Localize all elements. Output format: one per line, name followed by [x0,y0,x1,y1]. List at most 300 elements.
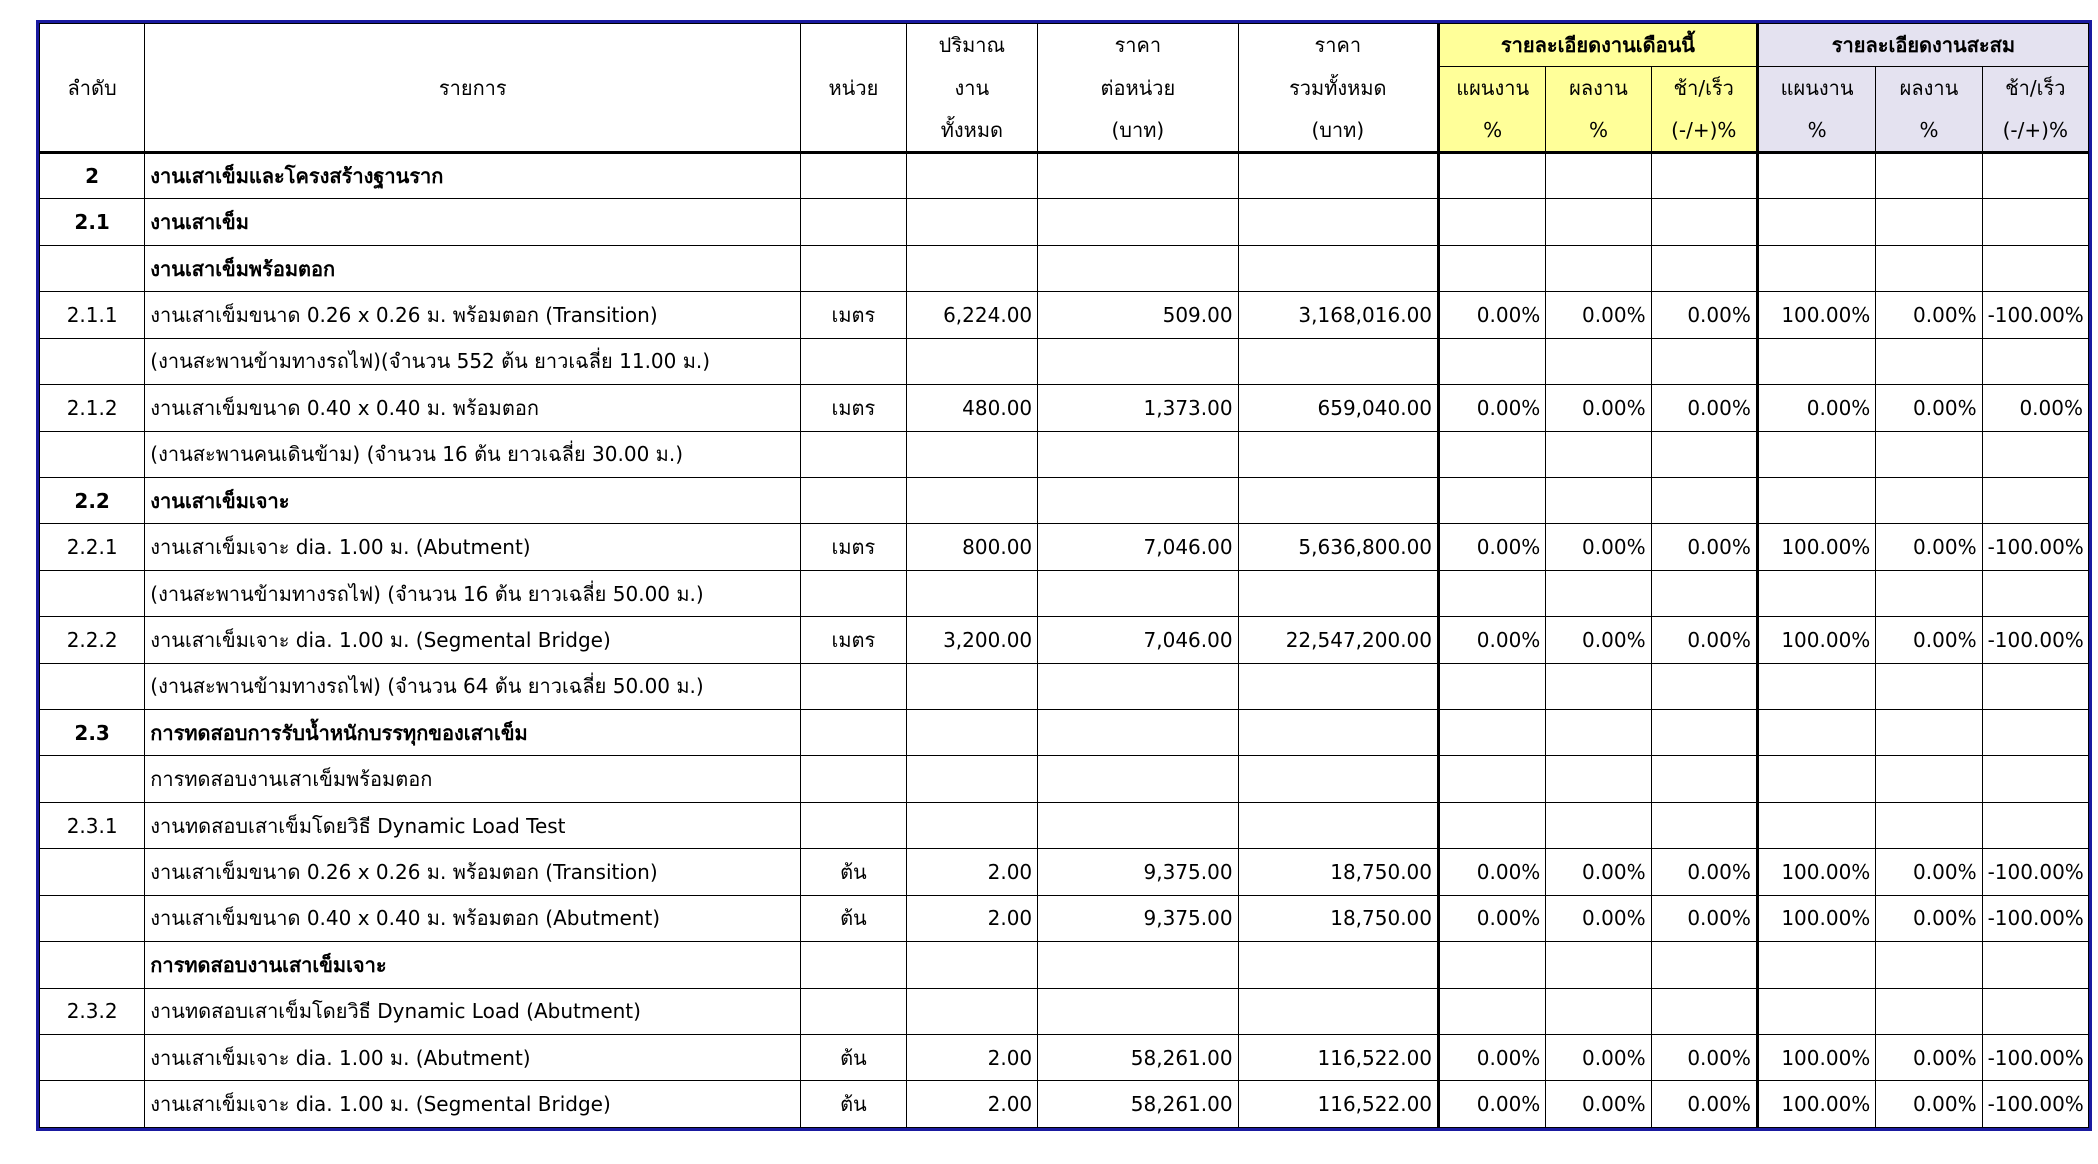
cell-total [1238,663,1438,709]
progress-table [39,23,2089,1128]
cell-cum-plan: 100.00% [1757,1081,1875,1128]
cell-total [1238,710,1438,756]
cell-month-result [1546,942,1651,988]
cell-cum-result [1876,710,1982,756]
table-row [40,663,2089,709]
table-row [40,756,2089,802]
cell-cum-plan [1757,942,1875,988]
cell-unit-price [1038,710,1238,756]
header-month-diff-pct: (-/+)% [1651,110,1757,153]
cell-seq: 2.2.1 [40,524,145,570]
cell-item: งานเสาเข็มขนาด 0.26 x 0.26 ม. พร้อมตอก (Transition) [145,849,801,895]
cell-cum-plan [1757,802,1875,848]
cell-month-plan [1439,153,1546,199]
cell-month-plan [1439,942,1546,988]
cell-item: งานเสาเข็มขนาด 0.40 x 0.40 ม. พร้อมตอก (Abutment) [145,895,801,941]
cell-unit-price: 58,261.00 [1038,1035,1238,1081]
cell-total: 5,636,800.00 [1238,524,1438,570]
cell-unit: เมตร [801,385,906,431]
header-month-result: ผลงาน [1546,67,1651,110]
cell-cum-result [1876,756,1982,802]
table-row [40,338,2089,384]
cell-seq: 2.3.1 [40,802,145,848]
table-row [40,710,2089,756]
cell-qty [906,710,1038,756]
cell-item: การทดสอบงานเสาเข็มพร้อมตอก [145,756,801,802]
cell-item: งานเสาเข็มขนาด 0.40 x 0.40 ม. พร้อมตอก [145,385,801,431]
header-item: รายการ [145,24,801,153]
cell-unit-price [1038,153,1238,199]
cell-cum-result: 0.00% [1876,292,1982,338]
cell-cum-diff: -100.00% [1982,617,2088,663]
cell-cum-result: 0.00% [1876,1081,1982,1128]
cell-unit [801,199,906,245]
header-unit: หน่วย [801,24,906,153]
cell-cum-diff [1982,338,2088,384]
cell-cum-diff [1982,570,2088,616]
cell-item: งานเสาเข็มเจาะ dia. 1.00 ม. (Abutment) [145,1035,801,1081]
cell-item: งานทดสอบเสาเข็มโดยวิธี Dynamic Load (Abutment) [145,988,801,1034]
cell-qty: 2.00 [906,1035,1038,1081]
cell-month-diff [1651,153,1757,199]
cell-month-plan: 0.00% [1439,385,1546,431]
cell-unit [801,153,906,199]
progress-report-sheet [36,20,2092,1131]
cell-unit-price: 1,373.00 [1038,385,1238,431]
cell-unit-price: 9,375.00 [1038,849,1238,895]
cell-month-result: 0.00% [1546,1081,1651,1128]
cell-month-result: 0.00% [1546,617,1651,663]
cell-unit [801,570,906,616]
cell-cum-plan: 100.00% [1757,524,1875,570]
cell-unit-price [1038,199,1238,245]
cell-seq [40,663,145,709]
cell-month-diff [1651,663,1757,709]
cell-total: 22,547,200.00 [1238,617,1438,663]
header-cumulative-group: รายละเอียดงานสะสม [1757,24,2088,67]
header-qty-line2: งาน [906,67,1038,110]
cell-month-plan [1439,988,1546,1034]
cell-seq [40,570,145,616]
cell-cum-diff: -100.00% [1982,1035,2088,1081]
table-row [40,802,2089,848]
cell-month-result [1546,802,1651,848]
cell-seq [40,245,145,291]
cell-cum-result [1876,338,1982,384]
cell-cum-plan [1757,338,1875,384]
cell-unit [801,942,906,988]
cell-unit-price: 509.00 [1038,292,1238,338]
cell-item: การทดสอบงานเสาเข็มเจาะ [145,942,801,988]
cell-month-result: 0.00% [1546,292,1651,338]
cell-seq [40,756,145,802]
cell-month-plan [1439,245,1546,291]
cell-cum-plan [1757,663,1875,709]
header-total-line3: (บาท) [1238,110,1438,153]
cell-qty: 2.00 [906,895,1038,941]
cell-month-diff [1651,942,1757,988]
cell-cum-diff [1982,153,2088,199]
cell-month-diff: 0.00% [1651,849,1757,895]
header-seq: ลำดับ [40,24,145,153]
cell-unit: เมตร [801,617,906,663]
cell-cum-diff [1982,942,2088,988]
cell-month-result: 0.00% [1546,385,1651,431]
cell-item: งานเสาเข็มและโครงสร้างฐานราก [145,153,801,199]
cell-qty [906,477,1038,523]
cell-month-result [1546,710,1651,756]
cell-month-diff [1651,570,1757,616]
cell-qty: 3,200.00 [906,617,1038,663]
cell-seq: 2.1 [40,199,145,245]
cell-month-diff [1651,477,1757,523]
cell-seq: 2.3.2 [40,988,145,1034]
cell-cum-diff [1982,431,2088,477]
header-total-line1: ราคา [1238,24,1438,67]
table-row [40,942,2089,988]
cell-month-result [1546,199,1651,245]
cell-qty [906,431,1038,477]
cell-cum-plan [1757,477,1875,523]
cell-month-plan [1439,570,1546,616]
cell-cum-plan [1757,245,1875,291]
cell-unit-price [1038,338,1238,384]
cell-qty: 800.00 [906,524,1038,570]
table-row [40,570,2089,616]
cell-unit-price: 7,046.00 [1038,524,1238,570]
cell-item: งานเสาเข็มพร้อมตอก [145,245,801,291]
cell-month-plan: 0.00% [1439,1035,1546,1081]
cell-seq: 2.1.2 [40,385,145,431]
cell-total [1238,153,1438,199]
cell-cum-result [1876,663,1982,709]
cell-month-plan [1439,338,1546,384]
cell-cum-diff: -100.00% [1982,849,2088,895]
cell-month-plan [1439,802,1546,848]
cell-month-plan [1439,477,1546,523]
cell-month-plan [1439,431,1546,477]
cell-cum-diff: -100.00% [1982,1081,2088,1128]
cell-cum-result: 0.00% [1876,895,1982,941]
cell-month-diff: 0.00% [1651,292,1757,338]
cell-cum-diff [1982,477,2088,523]
header-cum-diff: ช้า/เร็ว [1982,67,2088,110]
cell-unit [801,988,906,1034]
cell-cum-result [1876,942,1982,988]
cell-item: (งานสะพานข้ามทางรถไฟ)(จำนวน 552 ต้น ยาวเฉลี่ย 11.00 ม.) [145,338,801,384]
table-row [40,431,2089,477]
cell-cum-result [1876,245,1982,291]
cell-qty [906,338,1038,384]
table-row [40,1035,2089,1081]
cell-qty [906,570,1038,616]
cell-cum-result [1876,570,1982,616]
cell-month-diff [1651,199,1757,245]
cell-item: งานทดสอบเสาเข็มโดยวิธี Dynamic Load Test [145,802,801,848]
cell-total [1238,988,1438,1034]
cell-qty: 480.00 [906,385,1038,431]
cell-item: งานเสาเข็มเจาะ dia. 1.00 ม. (Segmental Bridge) [145,1081,801,1128]
cell-month-diff: 0.00% [1651,385,1757,431]
cell-month-diff [1651,431,1757,477]
cell-month-result [1546,477,1651,523]
cell-unit: ต้น [801,1035,906,1081]
cell-month-diff [1651,988,1757,1034]
cell-cum-plan [1757,153,1875,199]
cell-seq: 2 [40,153,145,199]
cell-qty: 6,224.00 [906,292,1038,338]
cell-total: 18,750.00 [1238,849,1438,895]
cell-qty [906,245,1038,291]
header-total-line2: รวมทั้งหมด [1238,67,1438,110]
cell-cum-result [1876,477,1982,523]
cell-unit [801,477,906,523]
cell-month-plan [1439,756,1546,802]
cell-unit-price: 7,046.00 [1038,617,1238,663]
cell-seq [40,1081,145,1128]
table-row [40,1081,2089,1128]
cell-unit-price [1038,942,1238,988]
cell-qty [906,988,1038,1034]
cell-cum-plan: 0.00% [1757,385,1875,431]
cell-unit: เมตร [801,292,906,338]
cell-month-plan [1439,710,1546,756]
cell-month-plan: 0.00% [1439,849,1546,895]
cell-cum-result: 0.00% [1876,524,1982,570]
cell-item: งานเสาเข็มเจาะ dia. 1.00 ม. (Segmental Bridge) [145,617,801,663]
cell-total: 116,522.00 [1238,1035,1438,1081]
cell-month-result [1546,756,1651,802]
cell-unit-price [1038,570,1238,616]
table-row [40,153,2089,199]
cell-month-result [1546,431,1651,477]
cell-item: (งานสะพานคนเดินข้าม) (จำนวน 16 ต้น ยาวเฉลี่ย 30.00 ม.) [145,431,801,477]
header-month-group: รายละเอียดงานเดือนนี้ [1439,24,1758,67]
cell-cum-diff: 0.00% [1982,385,2088,431]
cell-cum-diff: -100.00% [1982,292,2088,338]
cell-month-result [1546,338,1651,384]
cell-month-result: 0.00% [1546,849,1651,895]
cell-unit-price [1038,431,1238,477]
cell-cum-plan: 100.00% [1757,292,1875,338]
table-row [40,524,2089,570]
header-unit-price-line3: (บาท) [1038,110,1238,153]
cell-cum-plan: 100.00% [1757,895,1875,941]
header-cum-result: ผลงาน [1876,67,1982,110]
cell-cum-diff: -100.00% [1982,524,2088,570]
cell-cum-plan: 100.00% [1757,849,1875,895]
cell-item: (งานสะพานข้ามทางรถไฟ) (จำนวน 64 ต้น ยาวเฉลี่ย 50.00 ม.) [145,663,801,709]
cell-total [1238,431,1438,477]
cell-qty [906,199,1038,245]
cell-unit-price [1038,802,1238,848]
header-month-result-pct: % [1546,110,1651,153]
cell-cum-diff [1982,245,2088,291]
cell-cum-result [1876,199,1982,245]
cell-total: 116,522.00 [1238,1081,1438,1128]
cell-month-diff: 0.00% [1651,1035,1757,1081]
cell-cum-diff [1982,988,2088,1034]
cell-cum-result: 0.00% [1876,849,1982,895]
cell-unit [801,756,906,802]
header-qty-line1: ปริมาณ [906,24,1038,67]
cell-month-plan: 0.00% [1439,1081,1546,1128]
cell-month-result [1546,663,1651,709]
cell-qty [906,756,1038,802]
cell-unit-price: 9,375.00 [1038,895,1238,941]
cell-total [1238,338,1438,384]
header-cum-result-pct: % [1876,110,1982,153]
cell-qty [906,663,1038,709]
cell-total [1238,802,1438,848]
cell-total: 3,168,016.00 [1238,292,1438,338]
cell-cum-diff: -100.00% [1982,895,2088,941]
cell-month-diff: 0.00% [1651,1081,1757,1128]
cell-cum-diff [1982,199,2088,245]
cell-item: งานเสาเข็มเจาะ [145,477,801,523]
cell-total [1238,477,1438,523]
cell-month-diff: 0.00% [1651,524,1757,570]
cell-month-diff [1651,710,1757,756]
cell-seq: 2.3 [40,710,145,756]
cell-item: การทดสอบการรับน้ำหนักบรรทุกของเสาเข็ม [145,710,801,756]
cell-unit-price [1038,988,1238,1034]
cell-month-diff: 0.00% [1651,895,1757,941]
table-row [40,988,2089,1034]
cell-qty: 2.00 [906,849,1038,895]
header-qty-line3: ทั้งหมด [906,110,1038,153]
cell-qty: 2.00 [906,1081,1038,1128]
cell-seq [40,338,145,384]
cell-cum-plan [1757,756,1875,802]
cell-month-result: 0.00% [1546,1035,1651,1081]
header-month-diff: ช้า/เร็ว [1651,67,1757,110]
cell-cum-result: 0.00% [1876,385,1982,431]
cell-unit: ต้น [801,849,906,895]
cell-month-plan: 0.00% [1439,895,1546,941]
cell-month-diff [1651,338,1757,384]
table-row [40,245,2089,291]
table-row [40,385,2089,431]
cell-cum-plan: 100.00% [1757,1035,1875,1081]
cell-month-plan: 0.00% [1439,292,1546,338]
cell-unit [801,245,906,291]
cell-total [1238,756,1438,802]
cell-cum-plan [1757,199,1875,245]
table-row [40,292,2089,338]
cell-month-diff [1651,756,1757,802]
cell-seq [40,1035,145,1081]
cell-item: งานเสาเข็มขนาด 0.26 x 0.26 ม. พร้อมตอก (Transition) [145,292,801,338]
cell-cum-result [1876,988,1982,1034]
cell-cum-result: 0.00% [1876,617,1982,663]
cell-cum-diff [1982,710,2088,756]
cell-unit-price: 58,261.00 [1038,1081,1238,1128]
cell-unit-price [1038,245,1238,291]
header-cum-diff-pct: (-/+)% [1982,110,2088,153]
cell-seq [40,849,145,895]
cell-total [1238,245,1438,291]
cell-qty [906,942,1038,988]
table-row [40,895,2089,941]
cell-seq [40,431,145,477]
cell-seq [40,942,145,988]
cell-cum-plan: 100.00% [1757,617,1875,663]
cell-cum-result: 0.00% [1876,1035,1982,1081]
cell-unit [801,431,906,477]
cell-cum-result [1876,431,1982,477]
cell-month-diff [1651,245,1757,291]
cell-unit-price [1038,477,1238,523]
cell-unit [801,338,906,384]
cell-month-diff [1651,802,1757,848]
cell-unit [801,710,906,756]
cell-seq: 2.2.2 [40,617,145,663]
header-unit-price-line2: ต่อหน่วย [1038,67,1238,110]
cell-seq: 2.2 [40,477,145,523]
cell-seq [40,895,145,941]
cell-unit: ต้น [801,895,906,941]
header-cum-plan: แผนงาน [1757,67,1875,110]
cell-total [1238,199,1438,245]
cell-qty [906,802,1038,848]
cell-cum-diff [1982,802,2088,848]
cell-unit: เมตร [801,524,906,570]
cell-month-result [1546,245,1651,291]
cell-month-result [1546,988,1651,1034]
table-row [40,617,2089,663]
cell-month-plan [1439,199,1546,245]
cell-total [1238,570,1438,616]
cell-seq: 2.1.1 [40,292,145,338]
table-row [40,199,2089,245]
header-month-plan-pct: % [1439,110,1546,153]
cell-month-result [1546,153,1651,199]
cell-cum-diff [1982,756,2088,802]
cell-unit: ต้น [801,1081,906,1128]
cell-month-result: 0.00% [1546,524,1651,570]
cell-month-diff: 0.00% [1651,617,1757,663]
cell-month-plan: 0.00% [1439,617,1546,663]
cell-month-plan [1439,663,1546,709]
header-cum-plan-pct: % [1757,110,1875,153]
cell-item: (งานสะพานข้ามทางรถไฟ) (จำนวน 16 ต้น ยาวเฉลี่ย 50.00 ม.) [145,570,801,616]
cell-item: งานเสาเข็มเจาะ dia. 1.00 ม. (Abutment) [145,524,801,570]
cell-total: 18,750.00 [1238,895,1438,941]
table-row [40,849,2089,895]
cell-cum-diff [1982,663,2088,709]
header-unit-price-line1: ราคา [1038,24,1238,67]
header-month-plan: แผนงาน [1439,67,1546,110]
cell-cum-result [1876,802,1982,848]
cell-total: 659,040.00 [1238,385,1438,431]
cell-unit-price [1038,756,1238,802]
cell-unit [801,663,906,709]
cell-qty [906,153,1038,199]
cell-total [1238,942,1438,988]
table-header [40,24,2089,153]
cell-cum-plan [1757,988,1875,1034]
cell-month-plan: 0.00% [1439,524,1546,570]
cell-cum-plan [1757,570,1875,616]
cell-unit-price [1038,663,1238,709]
table-body [40,153,2089,1128]
cell-cum-plan [1757,710,1875,756]
cell-cum-plan [1757,431,1875,477]
cell-month-result [1546,570,1651,616]
cell-cum-result [1876,153,1982,199]
cell-month-result: 0.00% [1546,895,1651,941]
